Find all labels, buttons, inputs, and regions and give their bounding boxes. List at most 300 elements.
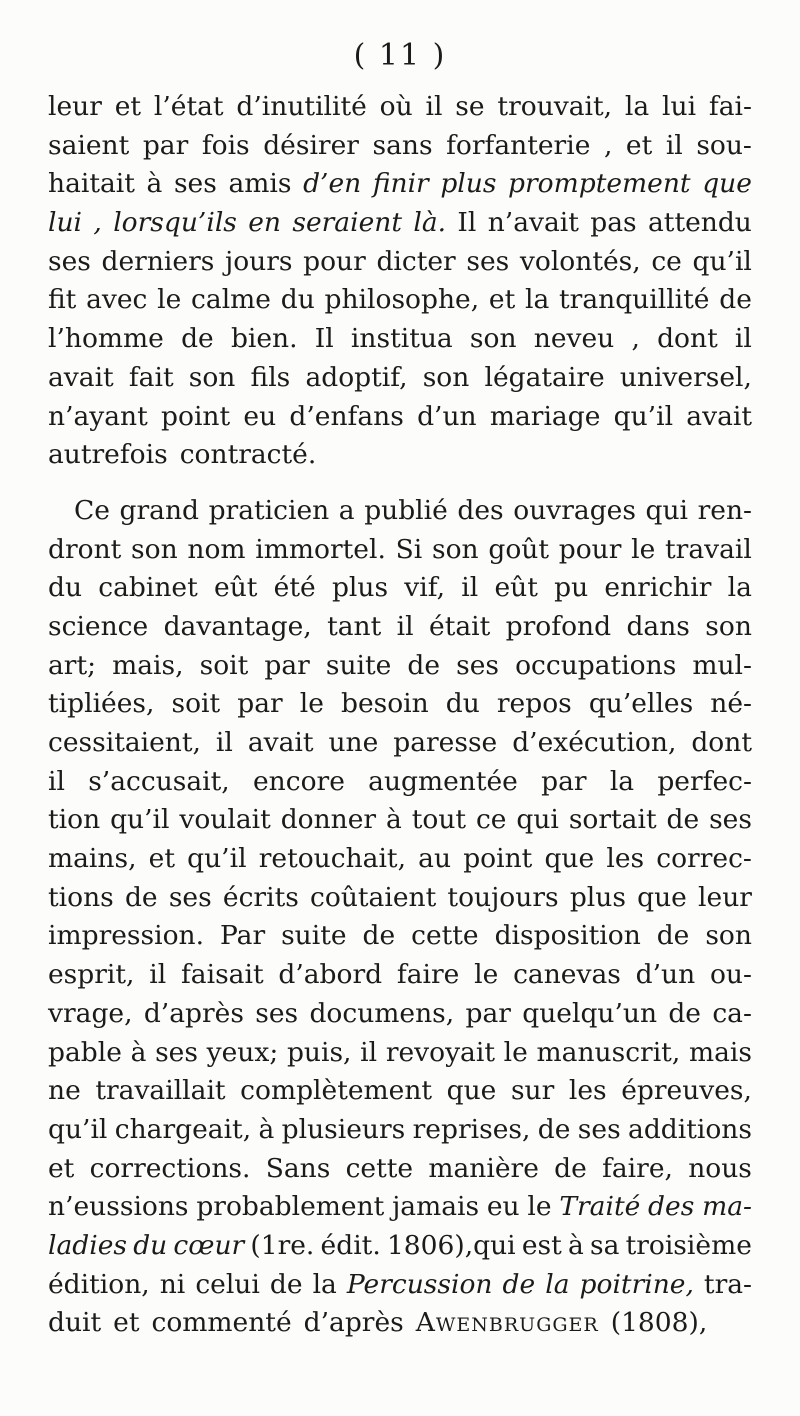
word: mais (688, 1036, 752, 1068)
word: sa (589, 1229, 620, 1261)
word: Sans (265, 1152, 331, 1184)
word: voulait (179, 804, 271, 836)
word: jours (224, 245, 293, 277)
word: toujours (447, 881, 559, 913)
word: par (142, 129, 189, 161)
word: la (545, 1268, 570, 1300)
word: ses (168, 881, 212, 913)
word: ce (651, 245, 682, 277)
word: universel, (619, 361, 752, 393)
word: pu (554, 572, 589, 604)
word: puis, (286, 1036, 352, 1068)
word: celui (195, 1268, 260, 1300)
word: soit (171, 688, 221, 720)
text-line (48, 685, 752, 724)
word: dont (691, 727, 752, 758)
word: publié (364, 494, 448, 526)
word: profond (505, 610, 612, 642)
word: de (124, 881, 158, 913)
text-line (48, 320, 752, 359)
word: avait (247, 727, 314, 758)
word: d’abord (278, 959, 383, 991)
word: de (502, 1268, 536, 1300)
word: avait (48, 361, 114, 393)
word: de (554, 1152, 587, 1184)
word: commenté (151, 1307, 292, 1339)
word: reprises, (412, 1113, 531, 1145)
text-line (48, 724, 752, 763)
word: manière (428, 1152, 539, 1184)
word: son (705, 920, 752, 952)
word: sortait (568, 804, 657, 836)
text-line (48, 127, 752, 166)
word: Ce (74, 494, 110, 526)
word: seraient (292, 207, 402, 239)
word: point (161, 400, 231, 432)
word: eût (494, 572, 538, 604)
word: quelqu’un (522, 997, 658, 1029)
word: d’en (303, 168, 362, 200)
word: revoyait (385, 1036, 495, 1068)
word: neveu (533, 323, 615, 355)
word: que (446, 1075, 497, 1107)
word: point (463, 843, 533, 875)
word: il (734, 323, 752, 355)
word: par (465, 997, 511, 1029)
word: manuscrit, (536, 1036, 681, 1068)
word: à (130, 1036, 147, 1068)
word: qu’il (110, 804, 170, 836)
word: Il (314, 323, 334, 355)
text-line (48, 763, 752, 802)
word: d’après (303, 1307, 404, 1339)
text-line (48, 1227, 752, 1266)
text-line (48, 995, 752, 1034)
word: coûtaient (310, 881, 437, 913)
word: qui (645, 494, 689, 526)
word: ma- (702, 1191, 752, 1223)
word: dront (48, 533, 122, 565)
word: du (48, 572, 83, 604)
word: il (665, 129, 683, 161)
text-line (48, 1111, 752, 1150)
text-line (48, 281, 752, 320)
word: immortel. (255, 533, 386, 565)
word: ses (155, 1036, 198, 1068)
word: fait (128, 361, 174, 393)
word: fois (201, 129, 250, 161)
word: de (537, 1113, 571, 1145)
word: né- (710, 688, 752, 720)
word: praticien (208, 494, 330, 526)
word: plus (440, 168, 497, 200)
word: chargeait, (114, 1113, 252, 1145)
word: la (312, 1268, 337, 1300)
word: tions (48, 881, 114, 913)
word: suite (281, 920, 347, 952)
word: Traité (559, 1191, 641, 1223)
word: ouvrages (513, 494, 636, 526)
word: vrage, (48, 997, 133, 1029)
word: sans (372, 129, 433, 161)
word: fai- (708, 91, 752, 122)
word: son (432, 533, 479, 565)
word: poitrine, (579, 1268, 694, 1300)
word: contracté. (179, 439, 317, 471)
word: davantage, (163, 610, 312, 642)
word: ren- (697, 494, 752, 526)
word: bien. (230, 323, 298, 355)
word: additions (628, 1113, 752, 1145)
word: ses (173, 168, 217, 200)
word: de (269, 1268, 303, 1300)
word: paresse (393, 727, 498, 758)
text-line (48, 204, 752, 243)
text-line (48, 1034, 752, 1073)
word: mains, (48, 843, 137, 875)
word: lorsqu’ils (113, 207, 237, 239)
word: il (396, 610, 414, 642)
word: il (360, 1036, 378, 1068)
word: de (407, 649, 441, 681)
word: perfec- (657, 765, 752, 797)
body-text (48, 88, 752, 1343)
word: par (237, 688, 283, 720)
word: la (609, 765, 635, 797)
word: saient (48, 129, 130, 161)
word: dont (657, 323, 718, 355)
word: qu’elles (588, 688, 694, 720)
word: que (702, 168, 752, 200)
word: tout (411, 804, 467, 836)
word: de (656, 920, 690, 952)
word: nom (187, 533, 246, 565)
word: lui (662, 91, 697, 122)
text-line (48, 436, 752, 475)
word: à (146, 168, 163, 200)
text-line (48, 879, 752, 918)
word: travaillait (95, 1075, 226, 1107)
word: d’un (417, 400, 477, 432)
word: promptement (508, 168, 691, 200)
word: les (606, 843, 645, 875)
word: était (429, 610, 491, 642)
word: du (280, 284, 315, 316)
word: à (386, 804, 402, 836)
word: mul- (692, 649, 752, 681)
word: l’homme (48, 323, 164, 355)
text-line (48, 1188, 752, 1227)
word: ni (159, 1268, 186, 1300)
word: n’avait (487, 207, 579, 239)
text-line (48, 801, 752, 840)
text-line (48, 647, 752, 686)
word: de (181, 323, 214, 355)
word: complètement (240, 1075, 433, 1107)
word: dicter (376, 245, 456, 277)
word: cessitaient, (48, 727, 201, 758)
word: cette (411, 920, 479, 952)
word: tra- (703, 1268, 752, 1300)
word: ses (709, 804, 752, 836)
word: désirer (263, 129, 359, 161)
word: faire, (602, 1152, 673, 1184)
word: la (525, 284, 550, 316)
word: par (264, 649, 310, 681)
word: les (568, 1075, 607, 1107)
text-line (48, 492, 752, 531)
word: duit (48, 1307, 102, 1339)
word: édition, (48, 1268, 150, 1300)
word: finir (372, 168, 429, 200)
word: cabinet (98, 572, 198, 604)
word: ca- (712, 997, 752, 1029)
word: la (727, 572, 752, 604)
word: suite (325, 649, 392, 681)
word: dans (626, 610, 690, 642)
word: Awenbrugger (415, 1307, 599, 1339)
word: lui (48, 207, 83, 239)
word: n’ayant (48, 400, 148, 432)
word: esprit, (48, 959, 135, 991)
word: , (93, 207, 102, 239)
word: pour (558, 533, 622, 565)
word: à (567, 1229, 584, 1261)
word: de (362, 920, 396, 952)
word: documens, (309, 997, 455, 1029)
word: correc- (656, 843, 752, 875)
word: où (379, 91, 413, 122)
word: sou- (696, 129, 752, 161)
word: mariage (489, 400, 601, 432)
word: ses (48, 245, 91, 277)
word: son (131, 533, 178, 565)
word: eût (214, 572, 258, 604)
word: par (541, 765, 587, 797)
word: il (149, 959, 167, 991)
word: tion (48, 804, 101, 836)
word: tranquillité (559, 284, 710, 316)
word: travail (665, 533, 752, 565)
word: philosophe, (324, 284, 480, 316)
word: plusieurs (281, 1113, 406, 1145)
word: du (133, 1229, 168, 1261)
word: d’un (635, 959, 696, 991)
word: d’après (143, 997, 244, 1029)
word: du (445, 688, 480, 720)
word: troisième (625, 1229, 752, 1261)
word: eu (486, 1191, 520, 1223)
word: fit (48, 284, 77, 316)
word: soit (199, 649, 249, 681)
word: d’exécution, (512, 727, 677, 758)
word: et (114, 91, 142, 122)
word: cette (345, 1152, 414, 1184)
word: pable (48, 1036, 122, 1068)
word: son (469, 323, 517, 355)
word: qu’il (48, 1113, 108, 1145)
word: Si (395, 533, 423, 565)
word: Percussion (346, 1268, 493, 1300)
word: (1808), (610, 1307, 708, 1339)
word: faisait (180, 959, 264, 991)
word: s’accusait, (88, 765, 230, 797)
word: haitait (48, 168, 135, 200)
text-line (48, 165, 752, 204)
word: nous (688, 1152, 752, 1184)
word: légataire (484, 361, 605, 393)
word: des (648, 1191, 695, 1223)
word: et (488, 284, 516, 316)
word: ou- (709, 959, 752, 991)
word: son (422, 361, 470, 393)
word: faire (396, 959, 460, 991)
word: des (457, 494, 504, 526)
word: qu’il (692, 245, 752, 277)
word: cœur (173, 1229, 245, 1261)
word: est (521, 1229, 562, 1261)
word: ladies (48, 1229, 127, 1261)
text-line (48, 840, 752, 879)
word: augmentée (368, 765, 518, 797)
word: a (338, 494, 355, 526)
word: leur (48, 91, 102, 122)
word: se (455, 91, 485, 122)
text-line (48, 1150, 752, 1189)
text-line (48, 956, 752, 995)
word: leur (698, 881, 752, 913)
word: besoin (340, 688, 429, 720)
text-line (48, 1072, 752, 1111)
word: ses (255, 997, 299, 1029)
word: 1806),qui (386, 1229, 516, 1261)
word: , (603, 129, 613, 161)
word: canevas (513, 959, 621, 991)
text-line (48, 917, 752, 956)
word: mais, (112, 649, 184, 681)
text-line (48, 243, 752, 282)
word: à (258, 1113, 275, 1145)
word: adoptif, (305, 361, 408, 393)
word: d’enfans (289, 400, 404, 432)
word: vif, (404, 572, 446, 604)
word: impression. (48, 920, 205, 952)
text-line (48, 1304, 752, 1343)
word: et (625, 129, 653, 161)
word: Par (220, 920, 266, 952)
word: et (148, 843, 175, 875)
word: disposition (494, 920, 641, 952)
word: avec (86, 284, 148, 316)
word: là. (413, 207, 447, 239)
word: jamais (392, 1191, 480, 1223)
word: il (215, 727, 233, 758)
word: l’état (153, 91, 224, 122)
word: épreuves, (621, 1075, 752, 1107)
page-number: ( 11 ) (353, 38, 447, 73)
word: ses (466, 245, 510, 277)
word: qu’il (187, 843, 247, 875)
word: la (624, 91, 650, 122)
word: que (637, 881, 687, 913)
word: été (273, 572, 316, 604)
word: volontés, (519, 245, 641, 277)
word: de (666, 804, 700, 836)
word: que (544, 843, 595, 875)
word: le (631, 533, 656, 565)
word: pour (303, 245, 366, 277)
word: il (461, 572, 479, 604)
text-line (48, 608, 752, 647)
word: donner (280, 804, 377, 836)
word: tipliées, (48, 688, 155, 720)
word: retouchait, (258, 843, 406, 875)
word: enrichir (604, 572, 712, 604)
word: ses (577, 1113, 621, 1145)
word: son (188, 361, 236, 393)
book-page (48, 30, 752, 1400)
word: le (527, 1191, 552, 1223)
word: goût (488, 533, 549, 565)
word: forfanterie (446, 129, 591, 161)
word: une (328, 727, 379, 758)
word: pas (590, 207, 637, 239)
word: écrits (222, 881, 299, 913)
word: eu (243, 400, 277, 432)
word: science (48, 610, 149, 642)
word: (1re. (250, 1229, 315, 1261)
word: édit. (320, 1229, 381, 1261)
word: autrefois (48, 439, 168, 471)
text-line (48, 398, 752, 437)
word: Il (457, 207, 477, 239)
word: yeux; (206, 1036, 279, 1068)
word: amis (228, 168, 292, 200)
word: occupations (515, 649, 677, 681)
word: sur (510, 1075, 555, 1107)
text-line (48, 88, 752, 127)
word: calme (191, 284, 271, 316)
word: d’inutilité (236, 91, 367, 122)
word: le (157, 284, 182, 316)
word: repos (496, 688, 572, 720)
word: le (474, 959, 499, 991)
text-line (48, 359, 752, 398)
word: derniers (101, 245, 215, 277)
word: au (418, 843, 452, 875)
word: ne (48, 1075, 81, 1107)
word: avait (686, 400, 752, 432)
word: tant (327, 610, 382, 642)
word: et (48, 1152, 75, 1184)
word: institua (350, 323, 453, 355)
word: plus (331, 572, 389, 604)
word: et (113, 1307, 140, 1339)
word: plus (569, 881, 626, 913)
word: corrections. (89, 1152, 251, 1184)
text-line (48, 531, 752, 570)
word: qui (516, 804, 559, 836)
word: encore (252, 765, 345, 797)
word: attendu (648, 207, 752, 239)
word: son (705, 610, 752, 642)
text-line (48, 1266, 752, 1305)
word: en (248, 207, 281, 239)
word: de (668, 997, 701, 1029)
word: probablement (196, 1191, 385, 1223)
word: de (719, 284, 752, 316)
text-line (48, 569, 752, 608)
